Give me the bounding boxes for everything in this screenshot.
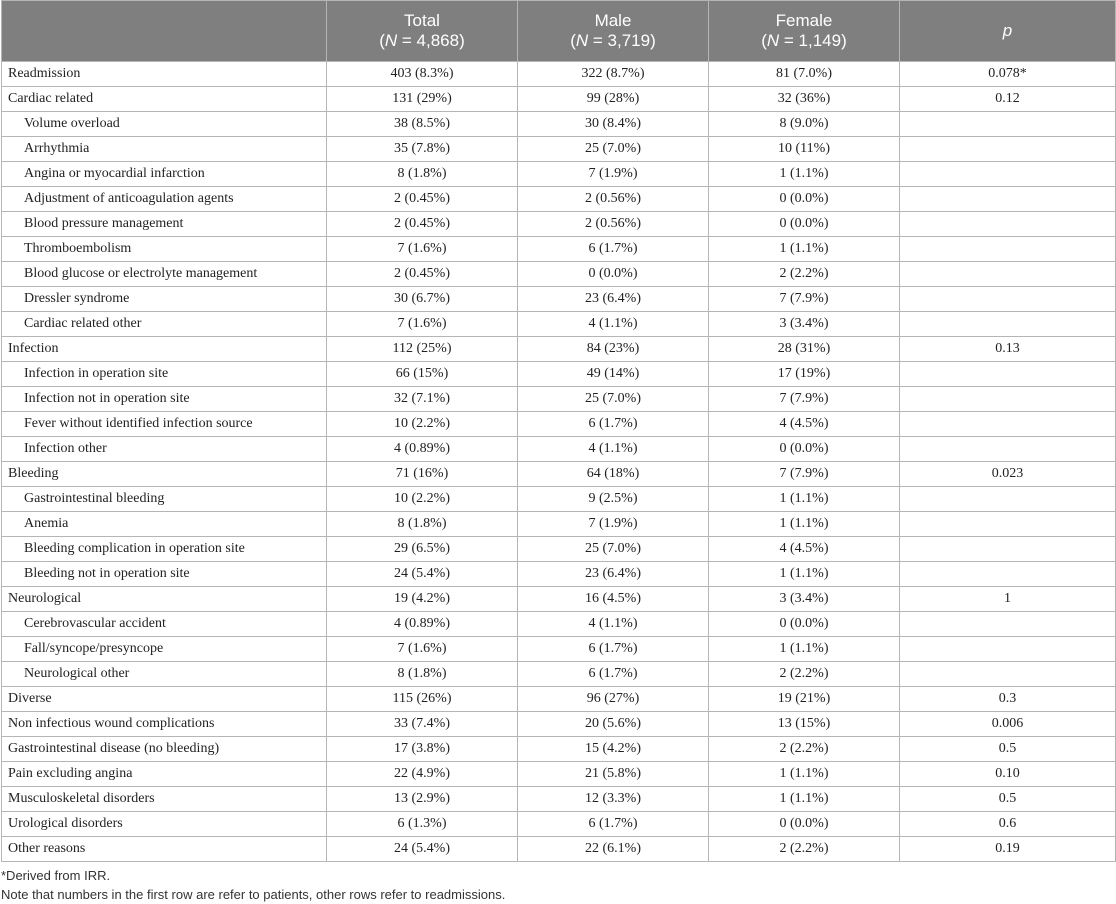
p-value-cell: 0.078* xyxy=(900,62,1116,87)
male-cell: 0 (0.0%) xyxy=(518,262,709,287)
total-cell: 66 (15%) xyxy=(327,362,518,387)
table-row xyxy=(2,587,1116,612)
total-cell: 32 (7.1%) xyxy=(327,387,518,412)
row-label: Volume overload xyxy=(2,112,327,137)
row-label: Blood pressure management xyxy=(2,212,327,237)
male-cell: 22 (6.1%) xyxy=(518,837,709,862)
header-empty-cell xyxy=(2,1,327,62)
table-row xyxy=(2,187,1116,212)
total-cell: 8 (1.8%) xyxy=(327,162,518,187)
footnote-row-note: Note that numbers in the first row are refer to patients, other rows refer to readmissions. xyxy=(1,887,506,902)
total-cell: 112 (25%) xyxy=(327,337,518,362)
row-label: Thromboembolism xyxy=(2,237,327,262)
male-cell: 25 (7.0%) xyxy=(518,387,709,412)
header-total-label: Total xyxy=(404,11,440,30)
row-label: Readmission xyxy=(2,62,327,87)
table-row xyxy=(2,462,1116,487)
p-value-cell xyxy=(900,212,1116,237)
female-cell: 0 (0.0%) xyxy=(709,437,900,462)
male-cell: 25 (7.0%) xyxy=(518,137,709,162)
female-cell: 1 (1.1%) xyxy=(709,512,900,537)
table-row xyxy=(2,162,1116,187)
total-cell: 13 (2.9%) xyxy=(327,787,518,812)
male-cell: 49 (14%) xyxy=(518,362,709,387)
female-cell: 1 (1.1%) xyxy=(709,637,900,662)
male-cell: 23 (6.4%) xyxy=(518,562,709,587)
table-row xyxy=(2,237,1116,262)
female-cell: 4 (4.5%) xyxy=(709,537,900,562)
header-female: Female (N = 1,149) xyxy=(709,1,900,62)
p-value-cell: 0.10 xyxy=(900,762,1116,787)
readmission-table xyxy=(1,0,1116,862)
row-label: Arrhythmia xyxy=(2,137,327,162)
female-cell: 32 (36%) xyxy=(709,87,900,112)
total-cell: 10 (2.2%) xyxy=(327,412,518,437)
p-value-cell: 0.13 xyxy=(900,337,1116,362)
table-row xyxy=(2,662,1116,687)
row-label: Bleeding xyxy=(2,462,327,487)
table-row xyxy=(2,612,1116,637)
table-row xyxy=(2,287,1116,312)
row-label: Musculoskeletal disorders xyxy=(2,787,327,812)
table-row xyxy=(2,737,1116,762)
p-value-cell xyxy=(900,162,1116,187)
male-cell: 12 (3.3%) xyxy=(518,787,709,812)
row-label: Bleeding not in operation site xyxy=(2,562,327,587)
table-row xyxy=(2,837,1116,862)
female-cell: 2 (2.2%) xyxy=(709,262,900,287)
female-cell: 3 (3.4%) xyxy=(709,312,900,337)
table-row xyxy=(2,637,1116,662)
total-cell: 29 (6.5%) xyxy=(327,537,518,562)
male-cell: 7 (1.9%) xyxy=(518,512,709,537)
table-row xyxy=(2,762,1116,787)
male-cell: 64 (18%) xyxy=(518,462,709,487)
male-cell: 30 (8.4%) xyxy=(518,112,709,137)
row-label: Cardiac related xyxy=(2,87,327,112)
p-value-cell xyxy=(900,262,1116,287)
p-value-cell: 0.12 xyxy=(900,87,1116,112)
p-value-cell xyxy=(900,137,1116,162)
female-cell: 81 (7.0%) xyxy=(709,62,900,87)
total-cell: 24 (5.4%) xyxy=(327,562,518,587)
table-row xyxy=(2,487,1116,512)
total-cell: 6 (1.3%) xyxy=(327,812,518,837)
female-cell: 2 (2.2%) xyxy=(709,837,900,862)
header-male: Male (N = 3,719) xyxy=(518,1,709,62)
female-cell: 2 (2.2%) xyxy=(709,737,900,762)
female-cell: 2 (2.2%) xyxy=(709,662,900,687)
female-cell: 1 (1.1%) xyxy=(709,487,900,512)
table-row xyxy=(2,337,1116,362)
male-cell: 6 (1.7%) xyxy=(518,637,709,662)
total-cell: 71 (16%) xyxy=(327,462,518,487)
table-row xyxy=(2,387,1116,412)
table-row xyxy=(2,512,1116,537)
p-value-cell: 0.006 xyxy=(900,712,1116,737)
female-cell: 0 (0.0%) xyxy=(709,612,900,637)
table-row xyxy=(2,537,1116,562)
p-value-cell: 0.5 xyxy=(900,787,1116,812)
p-value-cell xyxy=(900,312,1116,337)
table-row xyxy=(2,562,1116,587)
p-value-cell xyxy=(900,662,1116,687)
header-female-n: 1,149 xyxy=(798,31,842,50)
header-male-n: 3,719 xyxy=(607,31,651,50)
row-label: Angina or myocardial infarction xyxy=(2,162,327,187)
male-cell: 6 (1.7%) xyxy=(518,237,709,262)
total-cell: 115 (26%) xyxy=(327,687,518,712)
p-value-cell xyxy=(900,237,1116,262)
total-cell: 8 (1.8%) xyxy=(327,512,518,537)
table-row xyxy=(2,87,1116,112)
male-cell: 20 (5.6%) xyxy=(518,712,709,737)
total-cell: 24 (5.4%) xyxy=(327,837,518,862)
total-cell: 35 (7.8%) xyxy=(327,137,518,162)
row-label: Non infectious wound complications xyxy=(2,712,327,737)
table-body xyxy=(2,62,1116,862)
male-cell: 6 (1.7%) xyxy=(518,812,709,837)
male-cell: 4 (1.1%) xyxy=(518,612,709,637)
header-total-n: 4,868 xyxy=(416,31,460,50)
total-cell: 17 (3.8%) xyxy=(327,737,518,762)
male-cell: 16 (4.5%) xyxy=(518,587,709,612)
female-cell: 0 (0.0%) xyxy=(709,212,900,237)
row-label: Neurological other xyxy=(2,662,327,687)
male-cell: 25 (7.0%) xyxy=(518,537,709,562)
table-row xyxy=(2,362,1116,387)
p-value-cell xyxy=(900,387,1116,412)
row-label: Infection in operation site xyxy=(2,362,327,387)
row-label: Pain excluding angina xyxy=(2,762,327,787)
female-cell: 7 (7.9%) xyxy=(709,287,900,312)
total-cell: 38 (8.5%) xyxy=(327,112,518,137)
row-label: Cardiac related other xyxy=(2,312,327,337)
male-cell: 99 (28%) xyxy=(518,87,709,112)
row-label: Cerebrovascular accident xyxy=(2,612,327,637)
row-label: Bleeding complication in operation site xyxy=(2,537,327,562)
male-cell: 96 (27%) xyxy=(518,687,709,712)
female-cell: 0 (0.0%) xyxy=(709,812,900,837)
total-cell: 403 (8.3%) xyxy=(327,62,518,87)
table-row xyxy=(2,137,1116,162)
header-male-label: Male xyxy=(594,11,632,30)
female-cell: 1 (1.1%) xyxy=(709,237,900,262)
row-label: Urological disorders xyxy=(2,812,327,837)
p-value-cell xyxy=(900,512,1116,537)
male-cell: 23 (6.4%) xyxy=(518,287,709,312)
row-label: Neurological xyxy=(2,587,327,612)
female-cell: 4 (4.5%) xyxy=(709,412,900,437)
total-cell: 7 (1.6%) xyxy=(327,637,518,662)
row-label: Infection not in operation site xyxy=(2,387,327,412)
male-cell: 4 (1.1%) xyxy=(518,437,709,462)
row-label: Anemia xyxy=(2,512,327,537)
male-cell: 322 (8.7%) xyxy=(518,62,709,87)
footnotes xyxy=(1,866,1111,904)
header-p-label: p xyxy=(1002,21,1013,40)
table-row xyxy=(2,112,1116,137)
header-total: Total (N = 4,868) xyxy=(327,1,518,62)
total-cell: 7 (1.6%) xyxy=(327,237,518,262)
row-label: Fever without identified infection source xyxy=(2,412,327,437)
female-cell: 1 (1.1%) xyxy=(709,787,900,812)
total-cell: 2 (0.45%) xyxy=(327,187,518,212)
p-value-cell: 0.19 xyxy=(900,837,1116,862)
p-value-cell xyxy=(900,112,1116,137)
total-cell: 4 (0.89%) xyxy=(327,437,518,462)
table-row xyxy=(2,312,1116,337)
total-cell: 33 (7.4%) xyxy=(327,712,518,737)
p-value-cell xyxy=(900,287,1116,312)
p-value-cell xyxy=(900,612,1116,637)
total-cell: 19 (4.2%) xyxy=(327,587,518,612)
male-cell: 84 (23%) xyxy=(518,337,709,362)
total-cell: 7 (1.6%) xyxy=(327,312,518,337)
male-cell: 6 (1.7%) xyxy=(518,662,709,687)
male-cell: 4 (1.1%) xyxy=(518,312,709,337)
female-cell: 10 (11%) xyxy=(709,137,900,162)
female-cell: 7 (7.9%) xyxy=(709,387,900,412)
female-cell: 19 (21%) xyxy=(709,687,900,712)
table-row xyxy=(2,412,1116,437)
female-cell: 8 (9.0%) xyxy=(709,112,900,137)
p-value-cell xyxy=(900,487,1116,512)
female-cell: 1 (1.1%) xyxy=(709,762,900,787)
table-row xyxy=(2,437,1116,462)
female-cell: 13 (15%) xyxy=(709,712,900,737)
table-row xyxy=(2,687,1116,712)
total-cell: 30 (6.7%) xyxy=(327,287,518,312)
table-row xyxy=(2,787,1116,812)
header-female-label: Female xyxy=(775,11,833,30)
table-row xyxy=(2,712,1116,737)
row-label: Dressler syndrome xyxy=(2,287,327,312)
row-label: Adjustment of anticoagulation agents xyxy=(2,187,327,212)
male-cell: 2 (0.56%) xyxy=(518,212,709,237)
total-cell: 22 (4.9%) xyxy=(327,762,518,787)
row-label: Fall/syncope/presyncope xyxy=(2,637,327,662)
female-cell: 1 (1.1%) xyxy=(709,162,900,187)
p-value-cell xyxy=(900,412,1116,437)
p-value-cell: 0.023 xyxy=(900,462,1116,487)
table-row xyxy=(2,812,1116,837)
table-header-row xyxy=(2,1,1116,62)
female-cell: 17 (19%) xyxy=(709,362,900,387)
total-cell: 4 (0.89%) xyxy=(327,612,518,637)
row-label: Blood glucose or electrolyte management xyxy=(2,262,327,287)
header-p xyxy=(900,1,1116,62)
total-cell: 10 (2.2%) xyxy=(327,487,518,512)
female-cell: 7 (7.9%) xyxy=(709,462,900,487)
footnote-irr: *Derived from IRR. xyxy=(1,868,111,883)
table-row xyxy=(2,212,1116,237)
p-value-cell xyxy=(900,437,1116,462)
table-row xyxy=(2,262,1116,287)
row-label: Other reasons xyxy=(2,837,327,862)
p-value-cell xyxy=(900,187,1116,212)
p-value-cell: 0.5 xyxy=(900,737,1116,762)
p-value-cell: 0.3 xyxy=(900,687,1116,712)
female-cell: 0 (0.0%) xyxy=(709,187,900,212)
row-label: Infection xyxy=(2,337,327,362)
row-label: Gastrointestinal bleeding xyxy=(2,487,327,512)
female-cell: 28 (31%) xyxy=(709,337,900,362)
p-value-cell: 1 xyxy=(900,587,1116,612)
row-label: Diverse xyxy=(2,687,327,712)
male-cell: 7 (1.9%) xyxy=(518,162,709,187)
p-value-cell xyxy=(900,562,1116,587)
male-cell: 6 (1.7%) xyxy=(518,412,709,437)
table-row xyxy=(2,62,1116,87)
p-value-cell: 0.6 xyxy=(900,812,1116,837)
female-cell: 3 (3.4%) xyxy=(709,587,900,612)
male-cell: 2 (0.56%) xyxy=(518,187,709,212)
male-cell: 21 (5.8%) xyxy=(518,762,709,787)
female-cell: 1 (1.1%) xyxy=(709,562,900,587)
total-cell: 2 (0.45%) xyxy=(327,212,518,237)
row-label: Infection other xyxy=(2,437,327,462)
p-value-cell xyxy=(900,362,1116,387)
row-label: Gastrointestinal disease (no bleeding) xyxy=(2,737,327,762)
total-cell: 131 (29%) xyxy=(327,87,518,112)
p-value-cell xyxy=(900,637,1116,662)
male-cell: 15 (4.2%) xyxy=(518,737,709,762)
p-value-cell xyxy=(900,537,1116,562)
total-cell: 8 (1.8%) xyxy=(327,662,518,687)
male-cell: 9 (2.5%) xyxy=(518,487,709,512)
total-cell: 2 (0.45%) xyxy=(327,262,518,287)
